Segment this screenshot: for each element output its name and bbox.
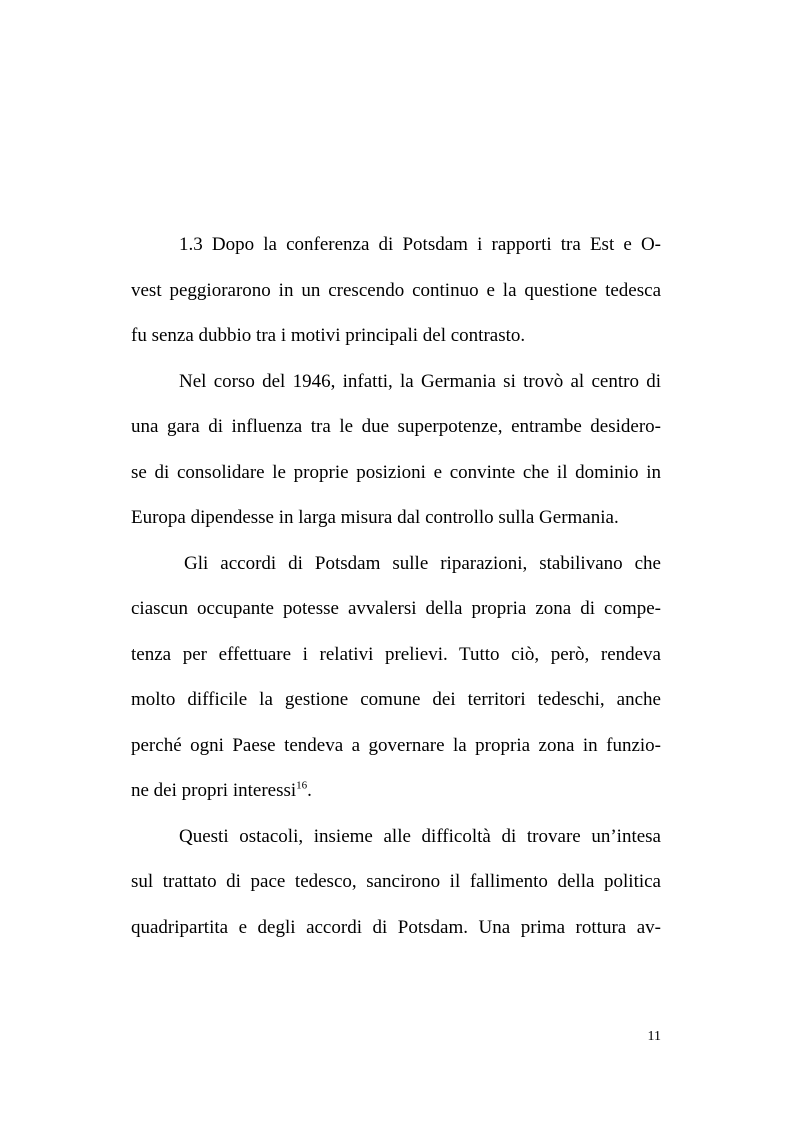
paragraph-2-line-2: una gara di influenza tra le due superpotenze, entrambe desidero- xyxy=(131,416,661,437)
paragraph-2-line-1: Nel corso del 1946, infatti, la Germania si trovò al centro di xyxy=(179,370,661,392)
paragraph-1-line-3: fu senza dubbio tra i motivi principali del contrasto. xyxy=(131,325,526,346)
paragraph-1-line-1: 1.3 Dopo la conferenza di Potsdam i rapporti tra Est e O- xyxy=(179,234,661,255)
paragraph-3-line-6-text: ne dei propri interessi xyxy=(131,780,297,801)
paragraph-4-line-3: quadripartita e degli accordi di Potsdam. Una prima rottura av- xyxy=(131,916,661,938)
paragraph-3-trailing-period: . xyxy=(307,780,312,801)
footnote-reference[interactable]: 16 xyxy=(296,779,308,792)
paragraph-3-line-1: Gli accordi di Potsdam sulle riparazioni, stabilivano che xyxy=(184,552,661,574)
paragraph-3-line-5: perché ogni Paese tendeva a governare la propria zona in funzio- xyxy=(131,734,661,756)
paragraph-3-line-3: tenza per effettuare i relativi prelievi. Tutto ciò, però, rendeva xyxy=(131,643,661,665)
paragraph-4-line-1: Questi ostacoli, insieme alle difficoltà di trovare un’intesa xyxy=(179,825,661,847)
page-number: 11 xyxy=(647,1029,661,1044)
paragraph-3-line-4: molto difficile la gestione comune dei territori tedeschi, anche xyxy=(131,689,661,710)
paragraph-4-line-2: sul trattato di pace tedesco, sancirono il fallimento della politica xyxy=(131,871,661,892)
paragraph-1-line-2: vest peggiorarono in un crescendo continuo e la questione tedesca xyxy=(131,279,661,301)
page-body xyxy=(131,222,661,950)
paragraph-2-line-4: Europa dipendesse in larga misura dal controllo sulla Germania. xyxy=(131,507,619,528)
paragraph-2-line-3: se di consolidare le proprie posizioni e convinte che il dominio in xyxy=(131,461,661,483)
paragraph-3-line-6 xyxy=(131,768,661,814)
paragraph-3-line-2: ciascun occupante potesse avvalersi della propria zona di compe- xyxy=(131,598,661,619)
